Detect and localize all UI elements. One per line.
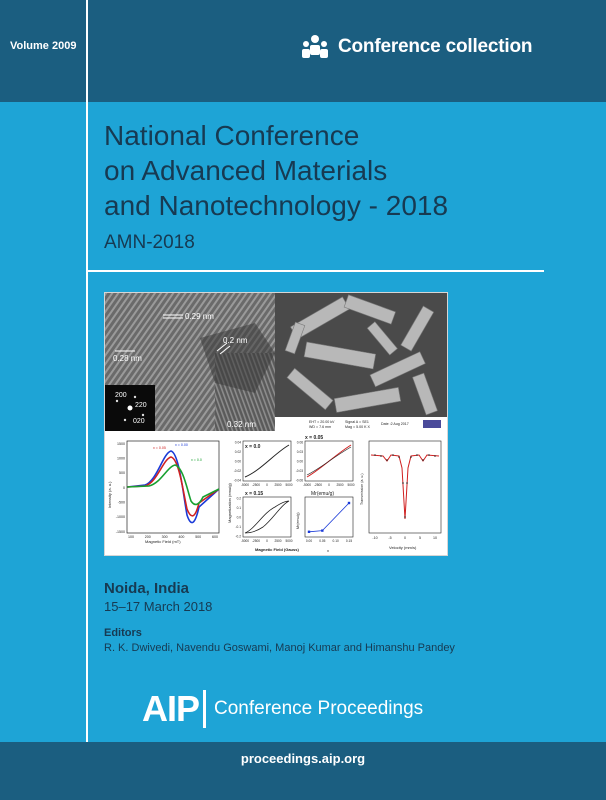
mossbauer-ylabel: Transmission (a. u.) xyxy=(360,473,364,505)
conference-collection xyxy=(300,34,532,60)
tick-label: 1500 xyxy=(117,441,125,446)
tick-label: 600 xyxy=(212,535,218,539)
epr-ylabel: Intensity (a. u.) xyxy=(107,481,112,508)
diffraction-label: 200 xyxy=(115,392,127,399)
diffraction-label: 220 xyxy=(135,402,147,409)
diffraction-spot xyxy=(134,396,136,398)
tick-label: -0.06 xyxy=(295,478,303,483)
sem-info: EHT = 20.00 kV xyxy=(309,420,335,424)
tick-label: 0.00 xyxy=(305,539,313,543)
tick-label: 500 xyxy=(195,535,202,539)
tick-label: 2500 xyxy=(336,483,344,487)
tick-label: -0.1 xyxy=(235,525,241,530)
tick-label: 0.10 xyxy=(332,539,339,543)
tick-label: 0.04 xyxy=(234,440,241,445)
editors-list: R. K. Dwivedi, Navendu Goswami, Manoj Kumar and Himanshu Pandey xyxy=(104,642,455,654)
horizontal-rule xyxy=(88,270,544,272)
diffraction-spot xyxy=(116,400,118,402)
tick-label: -0.04 xyxy=(233,478,241,483)
tick-label: -2500 xyxy=(251,483,261,487)
aip-logo: AIP xyxy=(142,688,200,729)
tick-label: 300 xyxy=(161,535,168,539)
tick-label: -2500 xyxy=(251,539,261,543)
epr-legend: x = 0.05 xyxy=(153,446,166,450)
mr-xlabel: x xyxy=(327,548,329,553)
logo-divider xyxy=(203,690,206,728)
title-line: National Conference xyxy=(104,120,360,151)
mossbauer-xlabel: Velocity (mm/s) xyxy=(389,545,417,550)
tick-label: 0.2 xyxy=(236,496,241,501)
tick-label: 0.03 xyxy=(296,450,303,455)
tem-label: 0.28 nm xyxy=(113,354,142,363)
conference-title xyxy=(104,118,448,223)
tick-label: -5000 xyxy=(240,483,250,487)
tick-label: 100 xyxy=(128,535,134,539)
tick-label: 5 xyxy=(419,536,421,540)
tick-label: 0 xyxy=(328,483,330,487)
editors-heading: Editors xyxy=(104,627,142,639)
diffraction-spot xyxy=(142,414,144,416)
location: Noida, India xyxy=(104,580,190,597)
mr-point xyxy=(348,502,350,504)
tick-label: 400 xyxy=(178,535,185,539)
footer-url[interactable]: proceedings.aip.org xyxy=(240,751,366,766)
tick-label: -5000 xyxy=(302,483,312,487)
diffraction-label: 020 xyxy=(133,418,145,425)
tick-label: 0 xyxy=(404,536,406,540)
mh-xticks xyxy=(303,483,355,487)
mr-point xyxy=(308,531,310,533)
tick-label: 5000 xyxy=(285,483,293,487)
volume-label: Volume 2009 xyxy=(10,40,77,52)
tick-label: -5000 xyxy=(240,539,250,543)
tick-label: -500 xyxy=(117,500,125,505)
vertical-divider xyxy=(86,0,88,742)
tick-label: 0.06 xyxy=(296,440,303,445)
tick-label: 0 xyxy=(266,483,268,487)
mh-label: x = 0.15 xyxy=(245,491,264,497)
sem-info: Mag = 5.00 K X xyxy=(345,425,370,429)
diffraction-spot xyxy=(128,406,133,411)
mh-xlabel: Magnetic Field (Gauss) xyxy=(255,547,299,552)
tick-label: 1000 xyxy=(117,456,125,461)
title-line: on Advanced Materials xyxy=(104,155,388,186)
publisher-lockup xyxy=(142,688,423,730)
collection-label: Conference collection xyxy=(338,36,533,57)
tick-label: 0.1 xyxy=(236,506,241,511)
tick-label: 0.15 xyxy=(345,539,353,543)
sem-info: Date :2 Aug 2017 xyxy=(381,422,409,426)
tem-label: 0.32 nm xyxy=(227,420,256,429)
tick-label: 0.00 xyxy=(234,459,241,464)
figure-collage xyxy=(105,293,447,555)
tick-label: -5 xyxy=(388,536,392,540)
tem-label: 0.2 nm xyxy=(223,336,248,345)
people-group-icon xyxy=(300,34,330,60)
tick-label: 0.02 xyxy=(234,450,241,455)
sem-logo xyxy=(423,420,441,428)
sem-info: Signal A = SE1 xyxy=(345,420,369,424)
mr-point xyxy=(321,529,323,531)
tick-label: 0.00 xyxy=(296,459,303,464)
tick-label: -1500 xyxy=(115,529,125,534)
tick-label: -0.03 xyxy=(295,469,303,474)
cover-figure xyxy=(104,292,448,556)
tick-label: 0 xyxy=(123,485,125,490)
mh-xticks xyxy=(241,483,293,487)
tick-label: 10 xyxy=(433,536,437,540)
conference-dates: 15–17 March 2018 xyxy=(104,599,213,614)
mr-ylabel: Mr(emu/g) xyxy=(296,512,300,529)
tick-label: 2500 xyxy=(274,483,282,487)
tick-label: 0.0 xyxy=(236,515,241,520)
tem-label: 0.29 nm xyxy=(185,312,214,321)
tick-label: -0.02 xyxy=(233,469,241,474)
sem-info: WD = 7.6 mm xyxy=(309,425,332,429)
tick-label: 2500 xyxy=(274,539,282,543)
mh-label: x = 0.05 xyxy=(305,435,324,441)
mh-label: x = 0.0 xyxy=(245,444,261,450)
epr-xlabel: Magnetic Field (mT) xyxy=(145,539,181,544)
mh-xticks xyxy=(241,539,293,543)
tick-label: 5000 xyxy=(285,539,293,543)
tick-label: -0.2 xyxy=(235,534,241,539)
tick-label: 200 xyxy=(144,535,151,539)
tick-label: 0.05 xyxy=(319,539,326,543)
epr-legend: x = 0.00 xyxy=(175,443,188,447)
tick-label: 5000 xyxy=(347,483,355,487)
title-line: and Nanotechnology - 2018 xyxy=(104,190,449,221)
conference-acronym: AMN-2018 xyxy=(104,232,195,253)
mr-title: Mr(emu/g) xyxy=(311,491,335,497)
tick-label: -1000 xyxy=(115,515,125,520)
diffraction-spot xyxy=(124,419,126,421)
tick-label: -10 xyxy=(372,536,378,540)
epr-legend: x = 0.0 xyxy=(191,458,202,462)
series-name: Conference Proceedings xyxy=(214,698,424,719)
tick-label: 500 xyxy=(119,471,125,476)
mh-ylabel: Magnetization (emu/g) xyxy=(227,483,232,523)
tick-label: 0 xyxy=(266,539,268,543)
tick-label: -2500 xyxy=(313,483,323,487)
